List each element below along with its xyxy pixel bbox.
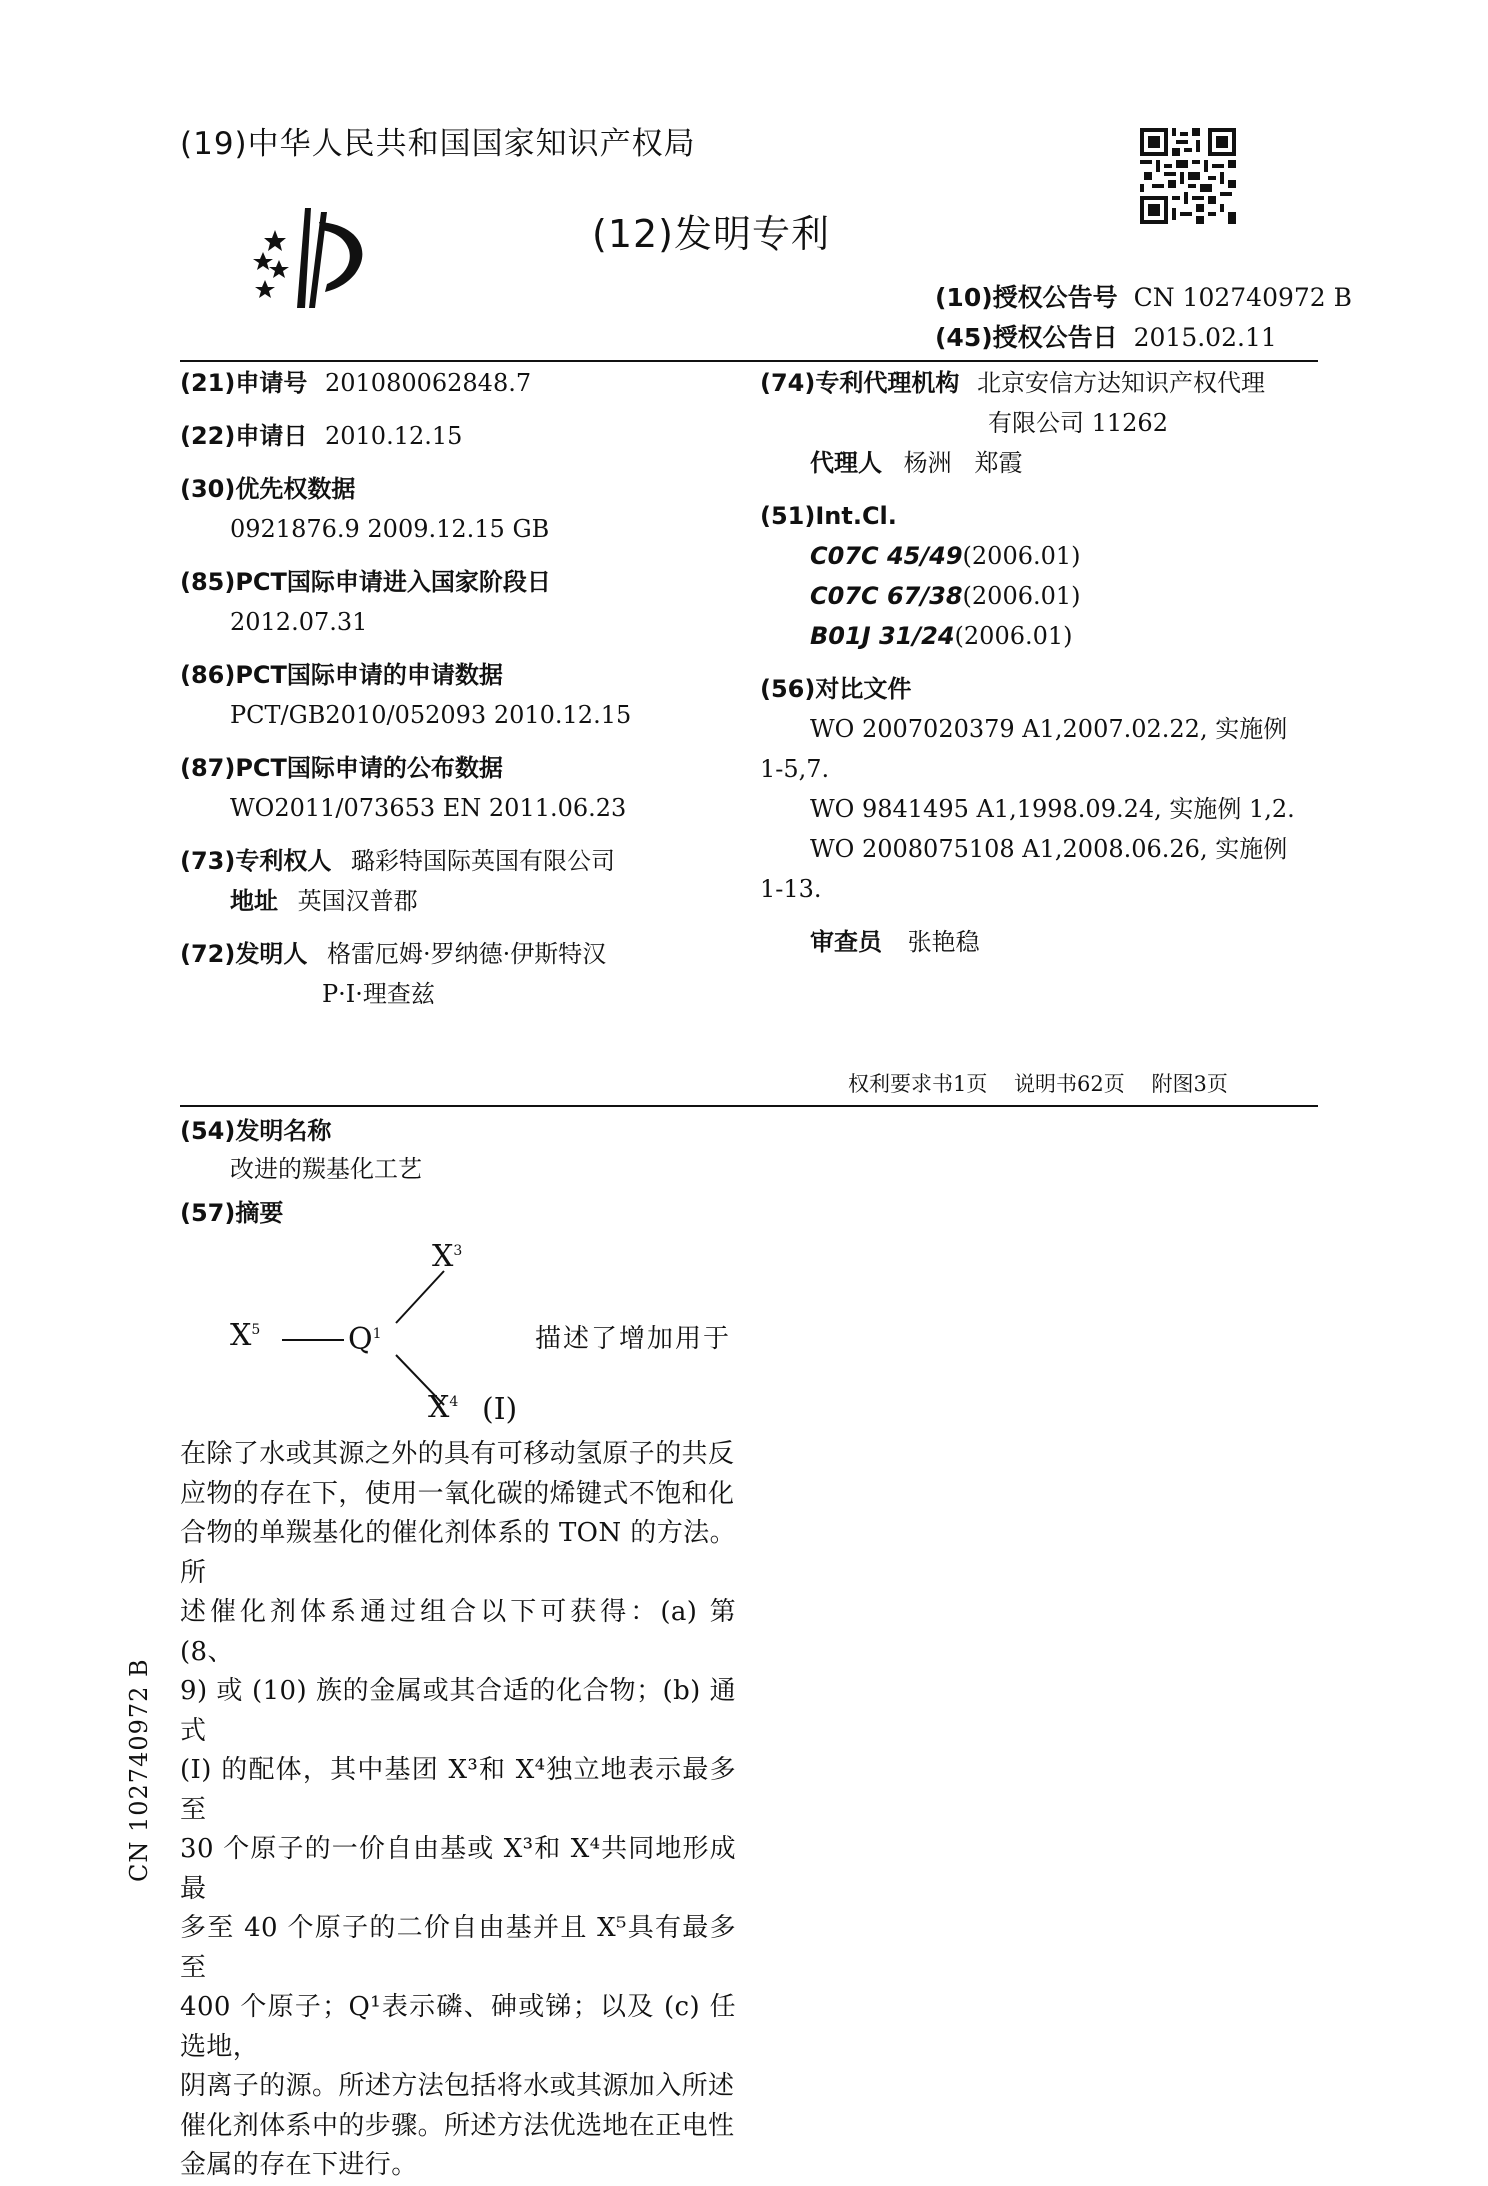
pct-entry-value: 2012.07.31 — [230, 608, 368, 636]
section-rule — [180, 1105, 1318, 1107]
intcl-label: (51)Int.Cl. — [760, 502, 897, 530]
abstract-line: (I) 的配体，其中基团 X³和 X⁴独立地表示最多至 — [180, 1755, 736, 1825]
application-number — [180, 366, 531, 400]
agent-value: 杨洲 郑霞 — [903, 449, 1023, 477]
agency-line-1: 北京安信方达知识产权代理 — [976, 369, 1265, 397]
application-date — [180, 419, 462, 453]
pct-application-value: PCT/GB2010/052093 2010.12.15 — [230, 701, 632, 729]
intcl-year: (2006.01) — [962, 582, 1081, 610]
agency-label: (74)专利代理机构 — [760, 369, 960, 397]
inventor-line-2: P·I·理查兹 — [322, 980, 435, 1008]
abstract-line: 应物的存在下，使用一氧化碳的烯键式不饱和化 — [180, 1478, 735, 1509]
application-number-label: (21)申请号 — [180, 369, 308, 397]
cnipa-logo-icon — [245, 200, 385, 310]
side-publication-number: CN 102740972 B — [125, 1658, 153, 1882]
publication-number — [935, 281, 1352, 315]
document-type: (12)发明专利 — [592, 212, 831, 256]
abstract-line: 金属的存在下进行。 — [180, 2150, 418, 2180]
priority-label: (30)优先权数据 — [180, 475, 356, 503]
patentee — [180, 844, 615, 878]
abstract-body — [180, 1435, 736, 2186]
address — [230, 884, 418, 918]
abstract-line: 400 个原子；Q¹表示磷、砷或锑；以及 (c) 任选地， — [180, 1992, 736, 2062]
pct-publication-label: (87)PCT国际申请的公布数据 — [180, 754, 503, 782]
patentee-label: (73)专利权人 — [180, 847, 332, 875]
publication-date — [935, 321, 1277, 355]
publication-number-value: CN 102740972 B — [1133, 283, 1353, 312]
pct-application-label: (86)PCT国际申请的申请数据 — [180, 661, 503, 689]
qr-code-icon — [1140, 128, 1236, 224]
application-number-value: 201080062848.7 — [324, 369, 532, 397]
agent-label: 代理人 — [810, 449, 882, 477]
formula-number: (Ⅰ) — [482, 1392, 518, 1427]
formula-q1: $Q^1$ — [348, 1322, 382, 1357]
patentee-value: 璐彩特国际英国有限公司 — [350, 847, 615, 875]
formula-x3: $X^3$ — [432, 1239, 463, 1274]
reference-line: WO 9841495 A1,1998.09.24, 实施例 1,2. — [810, 795, 1295, 823]
abstract-line: 在除了水或其源之外的具有可移动氢原子的共反 — [180, 1439, 735, 1469]
application-date-label: (22)申请日 — [180, 422, 308, 450]
agent — [810, 446, 1023, 480]
intcl-item — [810, 619, 1073, 653]
intcl-code: C07C 45/49 — [810, 542, 963, 570]
address-value: 英国汉普郡 — [297, 887, 418, 915]
publication-date-value: 2015.02.11 — [1133, 323, 1277, 352]
formula-x4: $X^4$ — [428, 1390, 459, 1425]
chemical-formula — [220, 1235, 540, 1430]
abstract-intro: 描述了增加用于 — [535, 1324, 732, 1354]
examiner — [810, 925, 980, 959]
agency-line-2: 有限公司 11262 — [988, 409, 1168, 437]
abstract-line: 9) 或 (10) 族的金属或其合适的化合物；(b) 通式 — [180, 1676, 736, 1746]
inventor-label: (72)发明人 — [180, 940, 308, 968]
intcl-year: (2006.01) — [962, 542, 1081, 570]
intcl-item — [810, 539, 1081, 573]
formula-bond-x5-q — [282, 1339, 344, 1341]
application-date-value: 2010.12.15 — [324, 422, 463, 450]
reference-line: WO 2007020379 A1,2007.02.22, 实施例 — [810, 715, 1288, 743]
abstract-line: 述催化剂体系通过组合以下可获得：(a) 第 (8、 — [180, 1597, 736, 1667]
pages-info: 权利要求书1页 说明书62页 附图3页 — [848, 1072, 1228, 1096]
pct-entry-label: (85)PCT国际申请进入国家阶段日 — [180, 568, 551, 596]
abstract-line: 催化剂体系中的步骤。所述方法优选地在正电性 — [180, 2110, 735, 2141]
address-label: 地址 — [230, 887, 278, 915]
formula-x5: $X^5$ — [230, 1318, 261, 1353]
abstract-label: (57)摘要 — [180, 1199, 284, 1227]
abstract-line: 阴离子的源。所述方法包括将水或其源加入所述 — [180, 2071, 735, 2101]
publication-date-label: (45)授权公告日 — [935, 323, 1118, 352]
invention-title: 改进的羰基化工艺 — [230, 1155, 422, 1183]
reference-line: WO 2008075108 A1,2008.06.26, 实施例 — [810, 835, 1288, 863]
inventor — [180, 937, 606, 971]
reference-line: 1-5,7. — [760, 755, 830, 783]
intcl-item — [810, 579, 1081, 613]
reference-line: 1-13. — [760, 875, 822, 903]
agency — [760, 366, 1265, 400]
pct-publication-value: WO2011/073653 EN 2011.06.23 — [230, 794, 627, 822]
examiner-label: 审查员 — [810, 928, 882, 956]
intcl-code: C07C 67/38 — [810, 582, 963, 610]
header-rule — [180, 360, 1318, 362]
intcl-year: (2006.01) — [954, 622, 1073, 650]
priority-value: 0921876.9 2009.12.15 GB — [230, 515, 550, 543]
inventor-line-1: 格雷厄姆·罗纳德·伊斯特汉 — [326, 940, 607, 968]
publication-number-label: (10)授权公告号 — [935, 283, 1118, 312]
references-label: (56)对比文件 — [760, 675, 912, 703]
office-name: (19)中华人民共和国国家知识产权局 — [180, 126, 696, 162]
examiner-value: 张艳稳 — [907, 928, 980, 956]
abstract-line: 多至 40 个原子的二价自由基并且 X⁵具有最多至 — [180, 1913, 736, 1983]
abstract-line: 30 个原子的一价自由基或 X³和 X⁴共同地形成最 — [180, 1834, 736, 1904]
abstract-line: 合物的单羰基化的催化剂体系的 TON 的方法。所 — [180, 1518, 736, 1588]
title-label: (54)发明名称 — [180, 1117, 332, 1145]
intcl-code: B01J 31/24 — [810, 622, 955, 650]
